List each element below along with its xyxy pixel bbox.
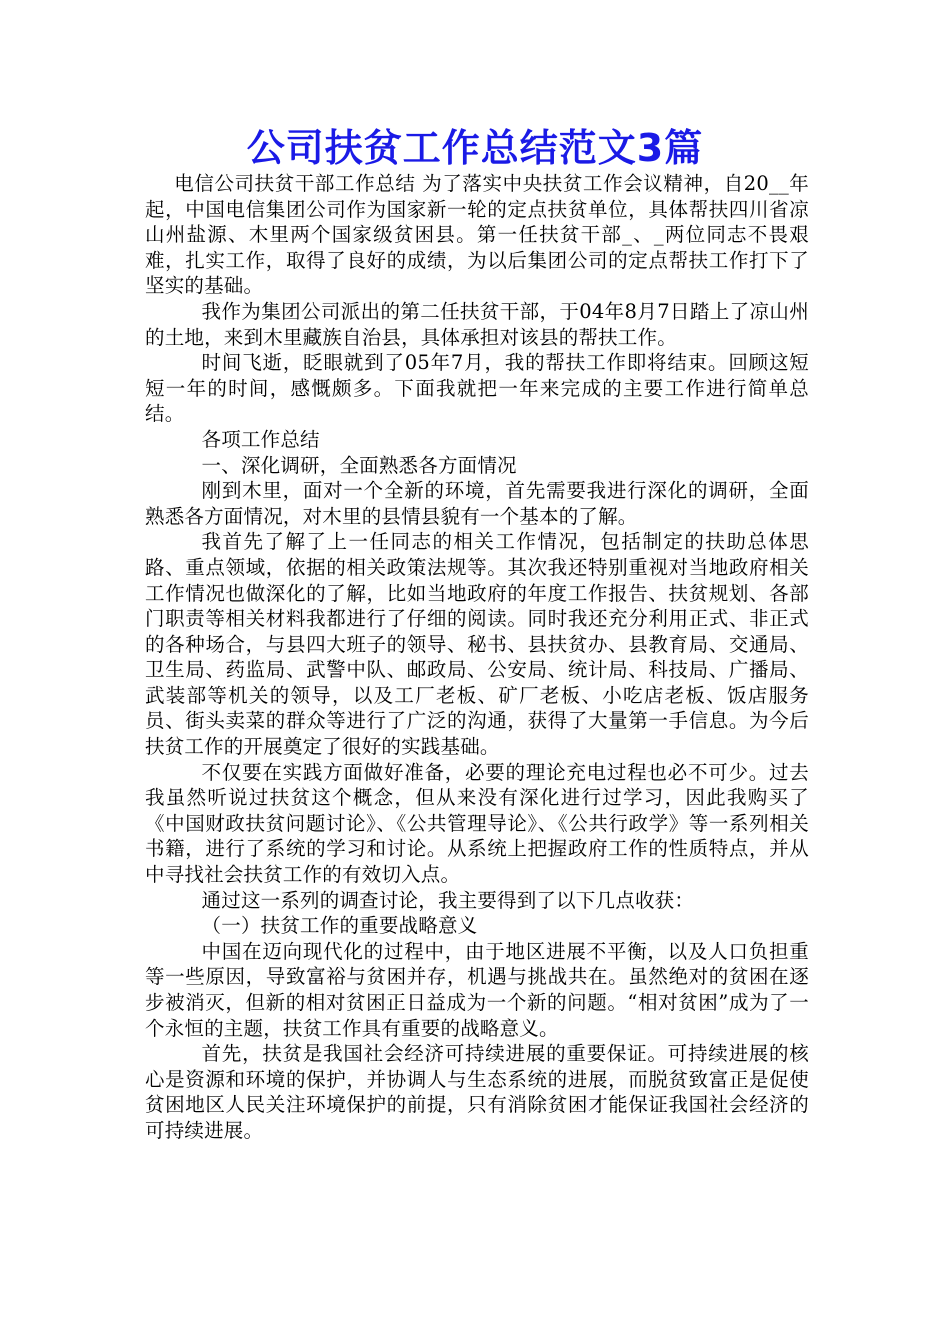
paragraph: 我作为集团公司派出的第二任扶贫干部，于04年8月7日踏上了凉山州的土地，来到木里藏族自治县，具体承担对该县的帮扶工作。 <box>145 299 809 349</box>
paragraph: 首先，扶贫是我国社会经济可持续进展的重要保证。可持续进展的核心是资源和环境的保护，并协调人与生态系统的进展，而脱贫致富正是促使贫困地区人民关注环境保护的前提，只有消除贫困才能保证我国社会经济的可持续进展。 <box>145 1042 809 1142</box>
paragraph: 时间飞逝，眨眼就到了05年7月，我的帮扶工作即将结束。回顾这短短一年的时间，感慨颇多。下面我就把一年来完成的主要工作进行简单总结。 <box>145 351 809 426</box>
paragraph: 电信公司扶贫干部工作总结 为了落实中央扶贫工作会议精神，自20__年起，中国电信集团公司作为国家新一轮的定点扶贫单位，具体帮扶四川省凉山州盐源、木里两个国家级贫困县。第一任扶贫干部_、_两位同志不畏艰难，扎实工作，取得了良好的成绩，为以后集团公司的定点帮扶工作打下了坚实的基础。 <box>145 172 809 298</box>
paragraph: 通过这一系列的调查讨论，我主要得到了以下几点收获： <box>201 888 695 912</box>
paragraph: 刚到木里，面对一个全新的环境，首先需要我进行深化的调研，全面熟悉各方面情况，对木里的县情县貌有一个基本的了解。 <box>145 479 809 528</box>
paragraph: 我首先了解了上一任同志的相关工作情况，包括制定的扶助总体思路、重点领域，依据的相关政策法规等。其次我还特别重视对当地政府相关工作情况也做深化的了解，比如当地政府的年度工作报告、扶贫规划、各部门职责等相关材料我都进行了仔细的阅读。同时我还充分利用正式、非正式的各种场合，与县四大班子的领导、秘书、县扶贫办、县教育局、交通局、卫生局、药监局、武警中队、邮政局、公安局、统计局、科技局、广播局、武装部等机关的领导，以及工厂老板、矿厂老板、小吃店老板、饭店服务员、街头卖菜的群众等进行了广泛的沟通，获得了大量第一手信息。为今后扶贫工作的开展奠定了很好的实践基础。 <box>145 530 809 759</box>
section-heading: 各项工作总结 <box>201 427 320 451</box>
document-title: 公司扶贫工作总结范文3篇 <box>246 126 704 170</box>
section-heading: 一、深化调研，全面熟悉各方面情况 <box>201 453 517 477</box>
paragraph: 不仅要在实践方面做好准备，必要的理论充电过程也必不可少。过去我虽然听说过扶贫这个概念，但从来没有深化进行过学习，因此我购买了《中国财政扶贫问题讨论》、《公共管理导论》、《公共行政学》等一系列相关书籍，进行了系统的学习和讨论。从系统上把握政府工作的性质特点，并从中寻找社会扶贫工作的有效切入点。 <box>145 760 809 887</box>
paragraph: 中国在迈向现代化的过程中，由于地区进展不平衡，以及人口负担重等一些原因，导致富裕与贫困并存，机遇与挑战共在。虽然绝对的贫困在逐步被消灭，但新的相对贫困正日益成为一个新的问题。“相对贫困”成为了一个永恒的主题，扶贫工作具有重要的战略意义。 <box>145 939 809 1040</box>
document-body <box>145 171 809 1144</box>
section-heading: （一）扶贫工作的重要战略意义 <box>201 914 478 938</box>
